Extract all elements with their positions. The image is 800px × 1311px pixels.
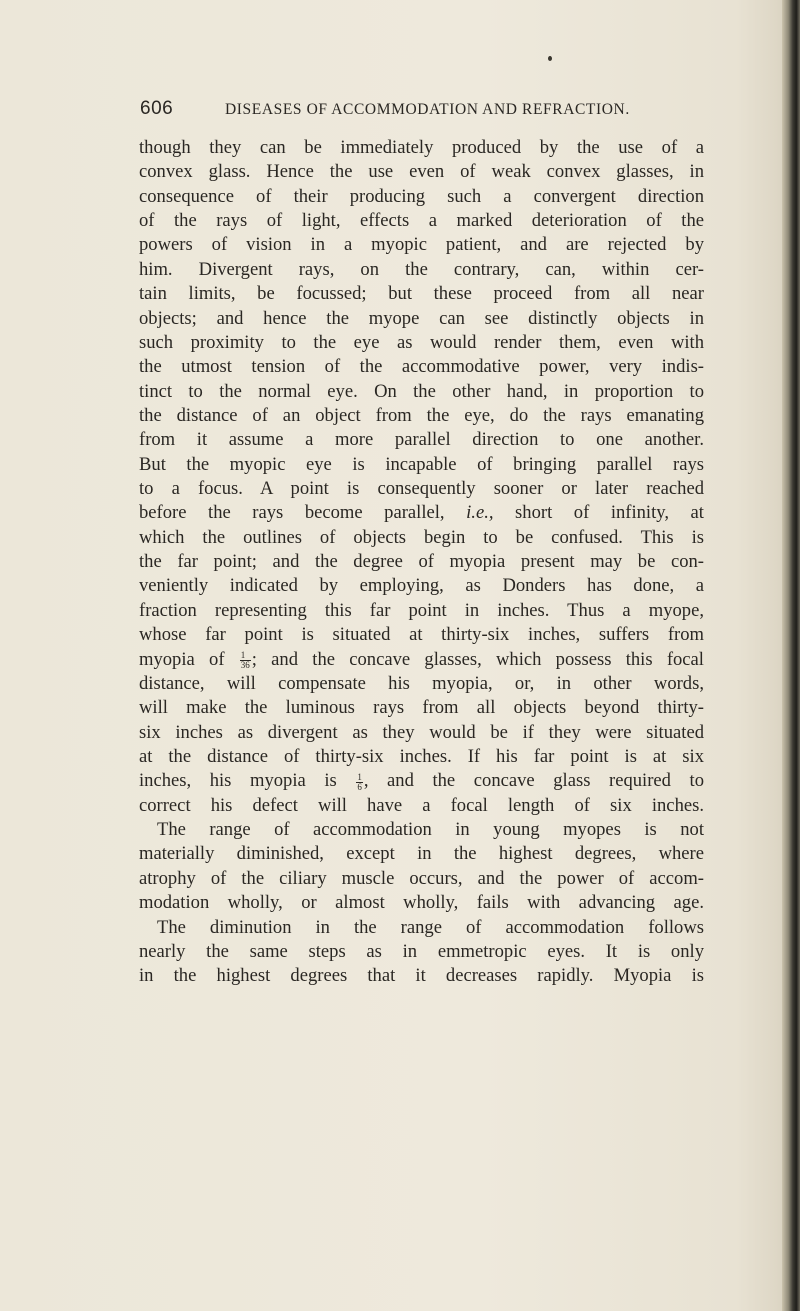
text-line: consequence of their producing such a convergent direction xyxy=(139,185,704,207)
text-line: which the outlines of objects begin to be confused. This is xyxy=(139,526,704,548)
text-line: in the highest degrees that it decreases rapidly. Myopia is xyxy=(139,965,704,987)
text-line: from it assume a more parallel direction to one another. xyxy=(139,429,704,451)
text-line: the far point; and the degree of myopia present may be con- xyxy=(139,551,704,573)
running-head: DISEASES OF ACCOMMODATION AND REFRACTION. xyxy=(225,101,630,118)
text-line: whose far point is situated at thirty-six inches, suffers from xyxy=(139,624,704,646)
text-line: him. Divergent rays, on the contrary, can, within cer- xyxy=(139,258,704,280)
text-segment: , and the concave glass required to xyxy=(363,770,704,792)
fraction-numerator: 1 xyxy=(357,771,362,782)
fraction-numerator: 1 xyxy=(240,651,251,661)
text-line: before the rays become parallel, i.e., short of infinity, at xyxy=(139,502,704,524)
text-line: materially diminished, except in the highest degrees, where xyxy=(139,843,704,865)
text-line: But the myopic eye is incapable of bringing parallel rays xyxy=(139,453,704,475)
text-line: tain limits, be focussed; but these proceed from all near xyxy=(139,283,704,305)
text-line: the distance of an object from the eye, do the rays emanating xyxy=(139,404,704,426)
text-line: nearly the same steps as in emmetropic eyes. It is only xyxy=(139,940,704,962)
fraction-one-sixth xyxy=(356,773,363,792)
text-line-with-fraction xyxy=(139,769,704,793)
page-edge-shadow xyxy=(782,0,800,1311)
text-line: fraction representing this far point in inches. Thus a myope, xyxy=(139,599,704,621)
text-line: atrophy of the ciliary muscle occurs, and the power of accom- xyxy=(139,867,704,889)
text-line: the utmost tension of the accommodative power, very indis- xyxy=(139,356,704,378)
body-text xyxy=(139,136,704,989)
text-line: convex glass. Hence the use even of weak convex glasses, in xyxy=(139,161,704,183)
text-segment: ; and the concave glasses, which possess this focal xyxy=(251,648,704,670)
text-line: though they can be immediately produced by the use of a xyxy=(139,137,704,158)
text-line: at the distance of thirty-six inches. If his far point is at six xyxy=(139,745,704,767)
page-number: 606 xyxy=(140,98,174,119)
text-line: distance, will compensate his myopia, or, in other words, xyxy=(139,672,704,694)
fraction-denominator: 6 xyxy=(357,781,362,792)
fraction-denominator: 36 xyxy=(240,659,250,670)
text-line: veniently indicated by employing, as Donders has done, a xyxy=(139,575,704,597)
text-segment: myopia of xyxy=(139,648,225,670)
text-line: such proximity to the eye as would render them, even with xyxy=(139,331,704,353)
text-line: six inches as divergent as they would be if they were situated xyxy=(139,721,704,743)
italic-abbreviation: i.e., xyxy=(466,502,494,524)
text-line: powers of vision in a myopic patient, and are rejected by xyxy=(139,234,704,256)
text-line: to a focus. A point is consequently sooner or later reached xyxy=(139,478,704,500)
text-line: objects; and hence the myope can see distinctly objects in xyxy=(139,307,704,329)
text-line: correct his defect will have a focal length of six inches. xyxy=(139,794,704,816)
paragraph-start-line: The diminution in the range of accommodation follows xyxy=(157,916,704,938)
text-line: will make the luminous rays from all objects beyond thirty- xyxy=(139,697,704,719)
text-segment: inches, his myopia is xyxy=(139,770,337,792)
fraction-one-thirty-sixth xyxy=(240,651,251,670)
text-line: of the rays of light, effects a marked deterioration of the xyxy=(139,210,704,232)
paragraph-start-line: The range of accommodation in young myopes is not xyxy=(157,819,704,841)
text-line-with-fraction xyxy=(139,648,704,672)
ink-speck xyxy=(548,56,552,61)
page-header xyxy=(140,98,700,128)
text-line: tinct to the normal eye. On the other hand, in proportion to xyxy=(139,380,704,402)
text-line: modation wholly, or almost wholly, fails with advancing age. xyxy=(139,892,704,914)
